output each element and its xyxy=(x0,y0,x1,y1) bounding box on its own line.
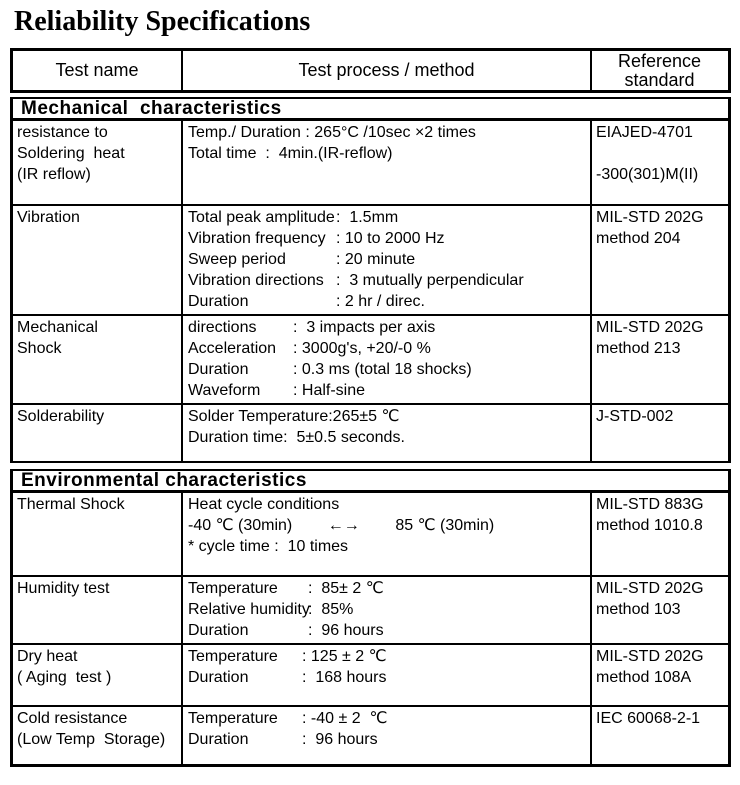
test-name-cell xyxy=(13,707,181,764)
reference-line: MIL-STD 202G xyxy=(596,209,704,226)
reference-line: -300(301)M(II) xyxy=(596,166,699,183)
process-value: : 10 to 2000 Hz xyxy=(336,230,445,247)
reference-cell xyxy=(592,405,727,461)
test-name-cell xyxy=(13,206,181,314)
reference-line: method 1010.8 xyxy=(596,517,703,534)
process-cell xyxy=(183,577,590,643)
header-reference-standard: Reference standard xyxy=(617,50,702,90)
table-row xyxy=(13,314,728,403)
process-label: Duration xyxy=(188,622,249,639)
process-line xyxy=(188,646,588,667)
test-name-cell xyxy=(13,316,181,403)
process-line xyxy=(188,708,588,729)
reference-line: EIAJED-4701 xyxy=(596,124,693,141)
reference-line: method 108A xyxy=(596,669,692,686)
process-label: Duration xyxy=(188,731,249,748)
process-line xyxy=(188,249,588,270)
test-name-cell xyxy=(13,493,181,575)
test-name-line: ( Aging test ) xyxy=(17,669,112,686)
process-line xyxy=(188,270,588,291)
process-value: : 3 impacts per axis xyxy=(293,319,436,336)
process-label: Temperature xyxy=(188,710,278,727)
process-line: -40 ℃ (30min) ←→ 85 ℃ (30min) xyxy=(188,517,495,534)
process-cell xyxy=(183,316,590,403)
process-line xyxy=(188,317,588,338)
reference-cell xyxy=(592,645,727,705)
process-value: : 20 minute xyxy=(336,251,416,268)
process-line xyxy=(188,578,588,599)
process-cell xyxy=(183,206,590,314)
process-label: Waveform xyxy=(188,382,261,399)
process-label: Acceleration xyxy=(188,340,277,357)
process-value: : 96 hours xyxy=(302,731,378,748)
process-line: * cycle time : 10 times xyxy=(188,538,349,555)
table-header-row xyxy=(10,48,731,93)
test-name-line: (IR reflow) xyxy=(17,166,91,183)
process-line xyxy=(188,380,588,401)
table-row xyxy=(13,705,728,764)
test-name-line: Mechanical xyxy=(17,319,98,336)
process-line: Heat cycle conditions xyxy=(188,496,340,513)
reference-line: MIL-STD 202G xyxy=(596,319,704,336)
process-value: : 85± 2 ℃ xyxy=(308,580,384,597)
section-title: Environmental characteristics xyxy=(13,471,728,493)
process-line xyxy=(188,729,588,750)
process-line xyxy=(188,207,588,228)
reference-line: method 213 xyxy=(596,340,681,357)
reference-line: method 103 xyxy=(596,601,681,618)
test-name-line: Soldering heat xyxy=(17,145,125,162)
process-label: Duration xyxy=(188,669,249,686)
reference-line xyxy=(596,143,725,164)
process-line xyxy=(188,359,588,380)
reference-line: MIL-STD 883G xyxy=(596,496,704,513)
test-name-line: Cold resistance xyxy=(17,710,128,727)
process-label: Duration xyxy=(188,361,249,378)
process-cell xyxy=(183,121,590,204)
reference-line: J-STD-002 xyxy=(596,408,674,425)
process-line xyxy=(188,599,588,620)
process-line xyxy=(188,667,588,688)
test-name-line: Vibration xyxy=(17,209,80,226)
reference-line: IEC 60068-2-1 xyxy=(596,710,701,727)
process-line: Total time : 4min.(IR-reflow) xyxy=(188,145,393,162)
test-name-cell xyxy=(13,121,181,204)
process-line: Temp./ Duration : 265°C /10sec ×2 times xyxy=(188,124,476,141)
test-name-line: Dry heat xyxy=(17,648,78,665)
process-label: directions xyxy=(188,319,257,336)
reference-line: MIL-STD 202G xyxy=(596,580,704,597)
table-row xyxy=(13,403,728,461)
reference-cell xyxy=(592,707,727,764)
table-row xyxy=(13,204,728,314)
spec-table xyxy=(10,48,731,767)
process-value: : 2 hr / direc. xyxy=(336,293,425,310)
process-line: Duration time: 5±0.5 seconds. xyxy=(188,429,405,446)
test-name-cell xyxy=(13,645,181,705)
reference-line: method 204 xyxy=(596,230,681,247)
process-value: : 1.5mm xyxy=(336,209,399,226)
process-cell xyxy=(183,645,590,705)
test-name-line: (Low Temp Storage) xyxy=(17,731,166,748)
table-row xyxy=(13,493,728,575)
process-cell xyxy=(183,405,590,461)
reference-cell xyxy=(592,316,727,403)
process-value: : 3 mutually perpendicular xyxy=(336,272,524,289)
process-value: : 3000g's, +20/-0 % xyxy=(293,340,431,357)
process-value: : 96 hours xyxy=(308,622,384,639)
process-label: Vibration frequency xyxy=(188,230,326,247)
process-value: : 85% xyxy=(308,601,354,618)
process-value: : 125 ± 2 ℃ xyxy=(302,648,387,665)
process-line xyxy=(188,338,588,359)
process-value: : 168 hours xyxy=(302,669,387,686)
process-label: Temperature xyxy=(188,580,278,597)
process-label: Total peak amplitude xyxy=(188,209,335,226)
reference-cell xyxy=(592,206,727,314)
test-name-line: Solderability xyxy=(17,408,105,425)
process-label: Relative humidity xyxy=(188,601,310,618)
test-name-line: resistance to xyxy=(17,124,108,141)
test-name-line: Humidity test xyxy=(17,580,110,597)
reference-line: MIL-STD 202G xyxy=(596,648,704,665)
process-value: : -40 ± 2 ℃ xyxy=(302,710,388,727)
page-title: Reliability Specifications xyxy=(14,6,311,37)
process-line xyxy=(188,291,588,312)
reference-cell xyxy=(592,493,727,575)
header-test-name: Test name xyxy=(55,60,139,80)
table-section xyxy=(10,97,731,463)
test-name-cell xyxy=(13,405,181,461)
process-label: Sweep period xyxy=(188,251,286,268)
table-row xyxy=(13,121,728,204)
process-label: Vibration directions xyxy=(188,272,324,289)
process-value: : 0.3 ms (total 18 shocks) xyxy=(293,361,472,378)
process-label: Temperature xyxy=(188,648,278,665)
table-row xyxy=(13,575,728,643)
section-title: Mechanical characteristics xyxy=(13,99,728,121)
process-label: Duration xyxy=(188,293,249,310)
table-body xyxy=(10,97,731,767)
header-test-process: Test process / method xyxy=(298,60,475,80)
reference-cell xyxy=(592,577,727,643)
process-line xyxy=(188,620,588,641)
process-line xyxy=(188,228,588,249)
table-row xyxy=(13,643,728,705)
test-name-line: Shock xyxy=(17,340,62,357)
reference-cell xyxy=(592,121,727,204)
test-name-cell xyxy=(13,577,181,643)
table-section xyxy=(10,469,731,767)
process-value: : Half-sine xyxy=(293,382,366,399)
test-name-line: Thermal Shock xyxy=(17,496,125,513)
process-cell xyxy=(183,493,590,575)
process-cell xyxy=(183,707,590,764)
process-line: Solder Temperature:265±5 ℃ xyxy=(188,408,400,425)
